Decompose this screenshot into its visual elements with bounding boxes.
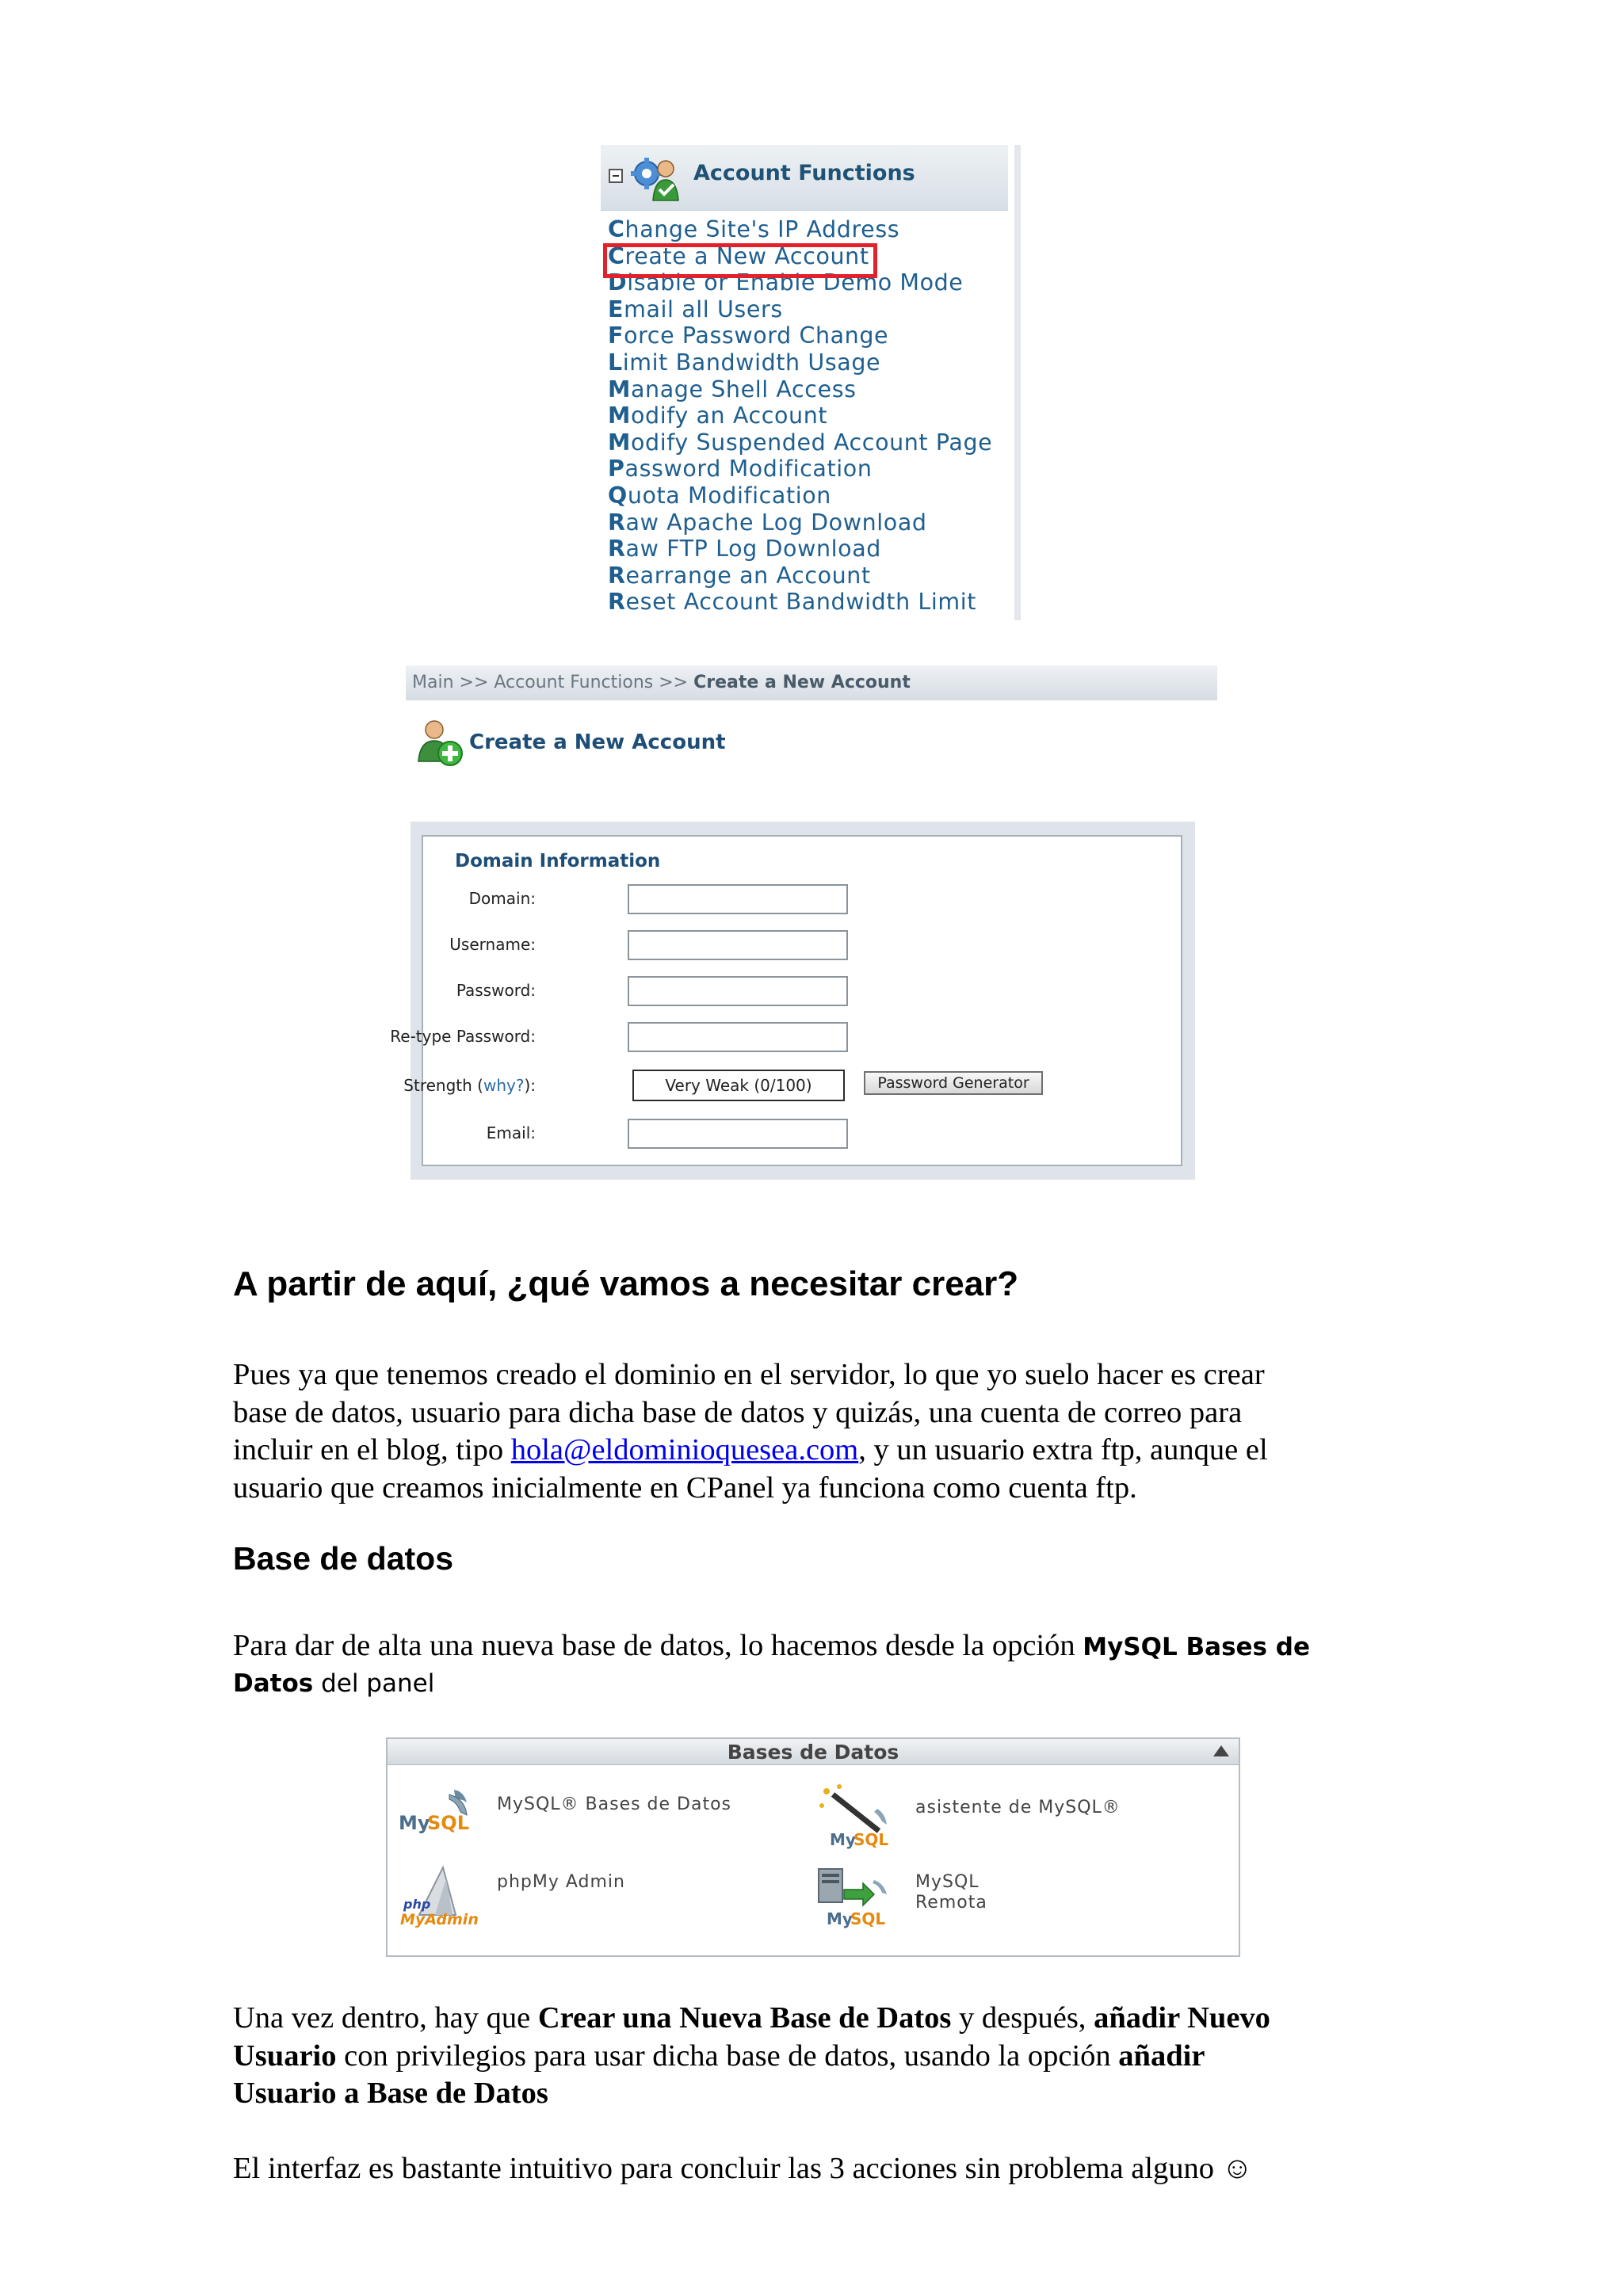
mysql-databases-label: MySQL® Bases de Datos (497, 1794, 732, 1814)
closing-paragraph: El interfaz es bastante intuitivo para concluir las 3 acciones sin problema alguno ☺ (233, 2152, 1253, 2185)
svg-text:My: My (830, 1830, 856, 1849)
mysql-databases-link[interactable] (397, 1783, 793, 1855)
databases-panel-title: Bases de Datos (727, 1741, 899, 1764)
retype-password-label: Re-type Password: (390, 1027, 536, 1046)
mysql-wizard-icon (815, 1783, 903, 1855)
databases-panel-header[interactable] (388, 1739, 1239, 1765)
menu-item-modify-suspended[interactable]: Modify Suspended Account Page (608, 429, 993, 456)
phpmyadmin-label: phpMy Admin (497, 1872, 625, 1892)
phpmyadmin-link[interactable] (397, 1861, 793, 1932)
menu-item-email-users[interactable]: Email all Users (608, 296, 783, 322)
strength-label: Strength (why?): (403, 1076, 536, 1095)
password-input[interactable] (628, 976, 848, 1006)
menu-item-demo-mode[interactable]: Disable or Enable Demo Mode (608, 269, 964, 296)
breadcrumb-current: Create a New Account (693, 673, 911, 692)
email-link[interactable]: hola@eldominioquesea.com (510, 1433, 859, 1466)
menu-item-modify-account[interactable]: Modify an Account (608, 402, 828, 429)
database-paragraph (233, 1627, 1310, 1699)
add-user-icon (415, 719, 464, 768)
email-label: Email: (486, 1123, 536, 1142)
paragraph-line: incluir en el blog, tipo hola@eldominioquesea.com, y un usuario extra ftp, aunque el (233, 1433, 1268, 1466)
paragraph-line: Pues ya que tenemos creado el dominio en el servidor, lo que yo suelo hacer es crear (233, 1358, 1265, 1391)
breadcrumb-separator: >> (653, 673, 694, 692)
menu-item-force-password[interactable]: Force Password Change (608, 322, 889, 349)
paragraph-line: Datos del panel (233, 1669, 435, 1698)
domain-input[interactable] (628, 884, 848, 914)
menu-item-change-ip[interactable]: Change Site's IP Address (608, 216, 900, 242)
databases-panel (386, 1737, 1240, 1957)
svg-text:SQL: SQL (854, 1830, 889, 1849)
paragraph-line: base de datos, usuario para dicha base de datos y quizás, una cuenta de correo para (233, 1395, 1243, 1429)
menu-item-raw-apache-log[interactable]: Raw Apache Log Download (608, 509, 927, 536)
menu-item-password-modification[interactable]: Password Modification (608, 456, 873, 482)
form-heading: Domain Information (455, 851, 661, 871)
section-heading: A partir de aquí, ¿qué vamos a necesitar crear? (233, 1264, 1019, 1303)
strength-row (403, 1071, 1136, 1103)
account-functions-title: Account Functions (693, 161, 915, 185)
password-generator-button[interactable]: Password Generator (864, 1071, 1043, 1095)
paragraph-line: usuario que creamos inicialmente en CPanel ya funciona como cuenta ftp. (233, 1470, 1137, 1505)
mysql-dolphin-icon (397, 1783, 484, 1855)
username-label: Username: (449, 935, 536, 954)
form-panel (390, 835, 1182, 1166)
retype-password-input[interactable] (628, 1022, 848, 1052)
paragraph-line: Una vez dentro, hay que Crear una Nueva Base de Datos y después, añadir Nuevo (233, 2001, 1270, 2035)
why-link[interactable]: why? (483, 1076, 525, 1095)
svg-text:My: My (399, 1812, 430, 1834)
menu-item-rearrange-account[interactable]: Rearrange an Account (608, 562, 871, 589)
collapse-up-icon[interactable] (1213, 1745, 1229, 1756)
retype-password-row (390, 1022, 1136, 1054)
page-title: Create a New Account (469, 730, 726, 754)
domain-information-form (390, 822, 1195, 1180)
email-row (423, 1119, 1136, 1150)
breadcrumb-account-functions[interactable]: Account Functions (494, 673, 654, 692)
svg-text:My: My (827, 1909, 853, 1928)
email-input[interactable] (628, 1119, 848, 1149)
menu-item-create-account[interactable]: Create a New Account (608, 242, 869, 269)
mysql-remote-link[interactable] (815, 1861, 1212, 1932)
domain-label: Domain: (468, 889, 536, 908)
account-functions-icon (631, 154, 680, 202)
username-input[interactable] (628, 930, 848, 960)
breadcrumb (406, 666, 1217, 700)
paragraph-line: Para dar de alta una nueva base de datos, lo hacemos desde la opción MySQL Bases de (233, 1629, 1311, 1662)
menu-item-shell-access[interactable]: Manage Shell Access (608, 376, 857, 402)
paragraph-line: Usuario con privilegios para usar dicha base de datos, usando la opción añadir (233, 2039, 1205, 2073)
intro-paragraph (233, 1356, 1268, 1507)
password-strength-meter: Very Weak (0/100) (632, 1070, 845, 1101)
subsection-heading: Base de datos (233, 1540, 453, 1577)
phpmyadmin-icon (397, 1861, 484, 1932)
mysql-remote-icon (815, 1861, 903, 1932)
password-label: Password: (456, 981, 536, 1000)
steps-paragraph (233, 2000, 1270, 2113)
breadcrumb-separator: >> (453, 673, 495, 692)
panel-right-border (1014, 145, 1021, 620)
mysql-wizard-label: asistente de MySQL® (915, 1798, 1121, 1817)
mysql-wizard-link[interactable] (815, 1783, 1212, 1855)
menu-item-quota-modification[interactable]: Quota Modification (608, 482, 831, 509)
svg-text:php: php (403, 1897, 431, 1912)
mysql-remote-label: MySQL Remota (915, 1872, 987, 1913)
username-row (423, 930, 1136, 962)
password-row (423, 976, 1136, 1008)
account-functions-panel (601, 145, 1021, 620)
svg-text:MyAdmin: MyAdmin (400, 1911, 479, 1928)
paragraph-line: Usuario a Base de Datos (233, 2077, 548, 2110)
breadcrumb-main[interactable]: Main (412, 673, 454, 692)
menu-item-raw-ftp-log[interactable]: Raw FTP Log Download (608, 536, 881, 563)
svg-text:SQL: SQL (850, 1909, 886, 1928)
menu-item-reset-bandwidth[interactable]: Reset Account Bandwidth Limit (608, 589, 977, 616)
svg-text:SQL: SQL (427, 1812, 469, 1834)
domain-row (423, 884, 1136, 916)
menu-item-limit-bandwidth[interactable]: Limit Bandwidth Usage (608, 349, 881, 376)
account-functions-header[interactable] (601, 145, 1008, 211)
collapse-icon[interactable] (609, 169, 623, 183)
highlight-box (603, 243, 877, 278)
